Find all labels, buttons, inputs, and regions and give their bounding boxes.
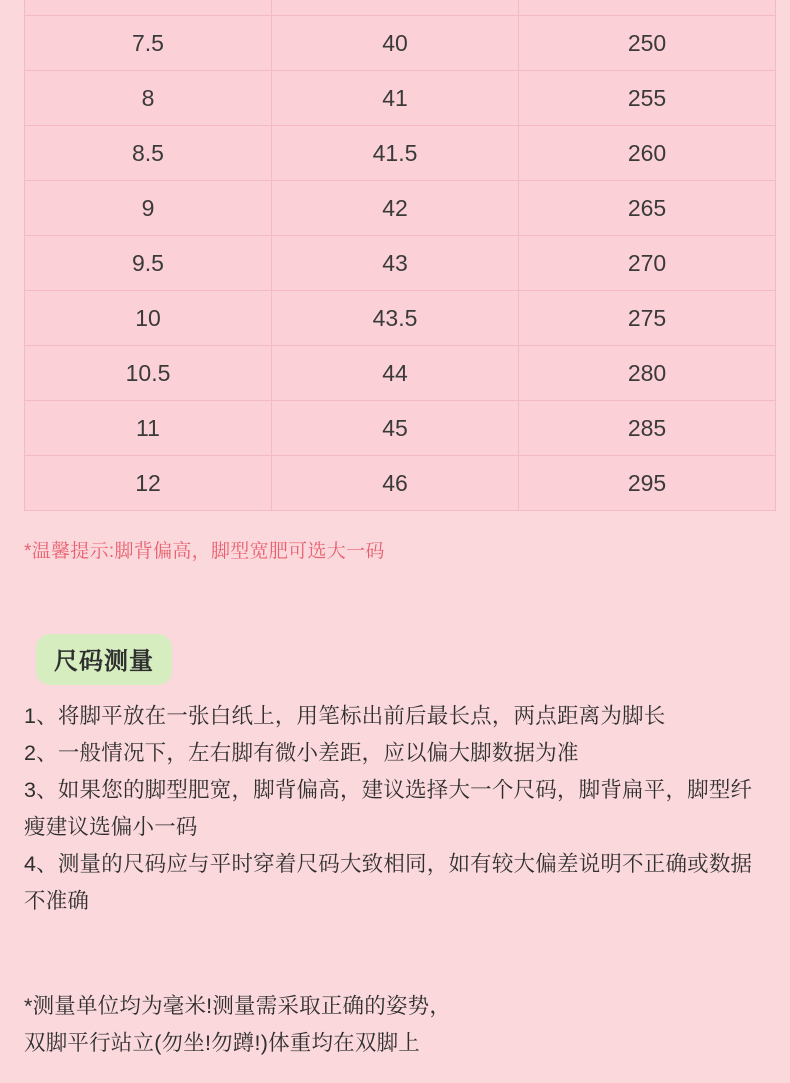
table-cell-us-size: 10 bbox=[25, 291, 272, 346]
size-chart-body bbox=[25, 0, 776, 511]
table-cell-us-size: 9.5 bbox=[25, 236, 272, 291]
table-row bbox=[25, 181, 776, 236]
table-cell-eu-size: 42 bbox=[272, 181, 519, 236]
size-chart-table bbox=[24, 0, 776, 511]
table-cell-foot-length: 285 bbox=[519, 401, 776, 456]
table-cell-foot-length: 275 bbox=[519, 291, 776, 346]
measurement-footnote bbox=[24, 988, 770, 1062]
table-cell-eu-size: 45 bbox=[272, 401, 519, 456]
table-cell-us-size: 12 bbox=[25, 456, 272, 511]
table-cell-foot-length: 295 bbox=[519, 456, 776, 511]
table-cell-us-size: 11 bbox=[25, 401, 272, 456]
list-item: 1、将脚平放在一张白纸上，用笔标出前后最长点，两点距离为脚长 bbox=[24, 704, 666, 728]
table-row bbox=[25, 456, 776, 511]
list-item: 4、测量的尺码应与平时穿着尺码大致相同，如有较大偏差说明不正确或数据不准确 bbox=[24, 852, 753, 913]
table-cell-us-size bbox=[25, 0, 272, 16]
table-cell-eu-size: 43.5 bbox=[272, 291, 519, 346]
table-cell-foot-length: 270 bbox=[519, 236, 776, 291]
table-cell-eu-size: 44 bbox=[272, 346, 519, 401]
table-row bbox=[25, 401, 776, 456]
table-cell-eu-size: 40 bbox=[272, 16, 519, 71]
table-cell-foot-length: 280 bbox=[519, 346, 776, 401]
table-cell-us-size: 10.5 bbox=[25, 346, 272, 401]
table-cell-foot-length: 260 bbox=[519, 126, 776, 181]
table-cell-us-size: 7.5 bbox=[25, 16, 272, 71]
table-row bbox=[25, 346, 776, 401]
table-cell-eu-size: 41 bbox=[272, 71, 519, 126]
table-cell-eu-size bbox=[272, 0, 519, 16]
table-row bbox=[25, 16, 776, 71]
table-cell-us-size: 8.5 bbox=[25, 126, 272, 181]
table-row bbox=[25, 236, 776, 291]
table-cell-eu-size: 46 bbox=[272, 456, 519, 511]
list-item: 2、一般情况下，左右脚有微小差距，应以偏大脚数据为准 bbox=[24, 741, 579, 765]
list-item: 3、如果您的脚型肥宽，脚背偏高，建议选择大一个尺码，脚背扁平，脚型纤瘦建议选偏小一码 bbox=[24, 778, 753, 839]
table-cell-foot-length: 250 bbox=[519, 16, 776, 71]
table-row bbox=[25, 0, 776, 16]
table-row bbox=[25, 291, 776, 346]
table-cell-foot-length: 265 bbox=[519, 181, 776, 236]
table-cell-us-size: 8 bbox=[25, 71, 272, 126]
table-cell-eu-size: 43 bbox=[272, 236, 519, 291]
measurement-steps-list bbox=[24, 698, 770, 920]
footnote-line-1: *测量单位均为毫米!测量需采取正确的姿势， bbox=[24, 994, 452, 1018]
table-row bbox=[25, 71, 776, 126]
table-cell-foot-length bbox=[519, 0, 776, 16]
table-row bbox=[25, 126, 776, 181]
section-heading-size-measurement: 尺码测量 bbox=[36, 634, 172, 685]
footnote-line-2: 双脚平行站立(勿坐!勿蹲!)体重均在双脚上 bbox=[24, 1031, 420, 1055]
table-cell-foot-length: 255 bbox=[519, 71, 776, 126]
table-cell-us-size: 9 bbox=[25, 181, 272, 236]
warm-tip-text: *温馨提示:脚背偏高，脚型宽肥可选大一码 bbox=[24, 541, 385, 562]
table-cell-eu-size: 41.5 bbox=[272, 126, 519, 181]
